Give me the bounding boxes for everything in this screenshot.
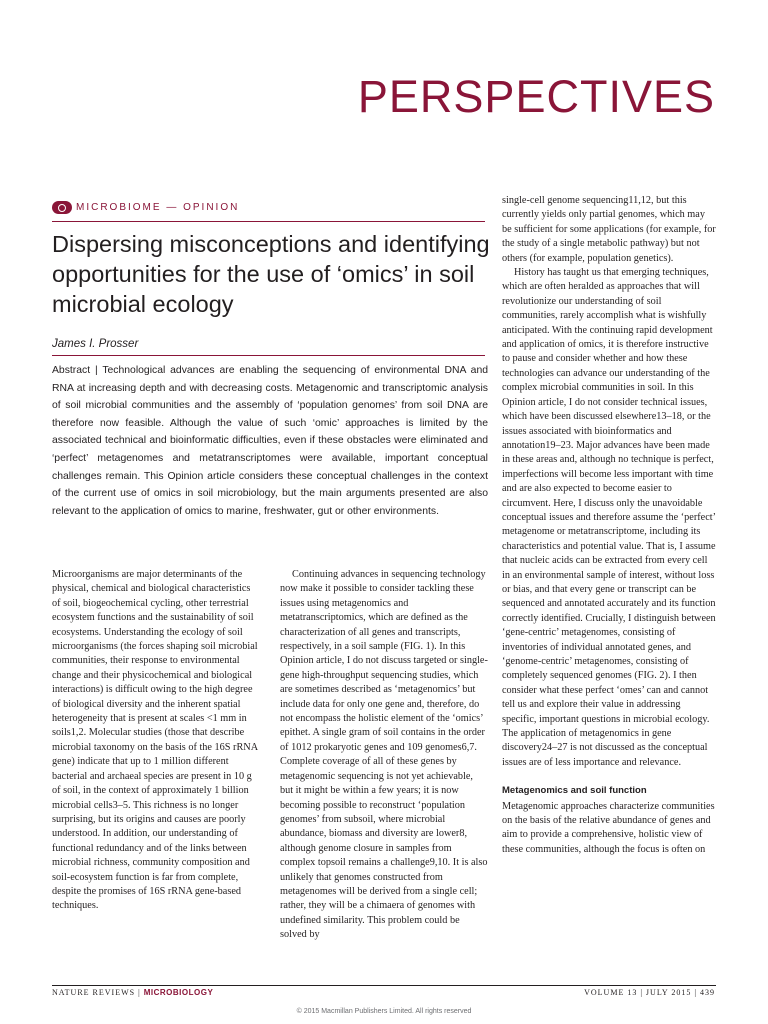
- copyright-notice: © 2015 Macmillan Publishers Limited. All rights reserved: [296, 1008, 472, 1015]
- section-tag-label: MICROBIOME — OPINION: [76, 202, 240, 213]
- footer-divider: [52, 985, 716, 986]
- tag-divider: [52, 221, 485, 222]
- footer-journal: NATURE REVIEWS | MICROBIOLOGY: [52, 988, 214, 997]
- microbiome-badge-icon: [52, 201, 72, 214]
- article-author: James I. Prosser: [52, 338, 139, 350]
- author-divider: [52, 355, 485, 356]
- footer-volume-page: VOLUME 13 | JULY 2015 | 439: [584, 988, 715, 997]
- body-column-1: Microorganisms are major determinants of the physical, chemical and biological characteristics of soil, biogeochemical cycling, other terrestrial ecosystem functions and the sustainability of soil ecosystems. Understanding the ecology of soil microorganisms (the forces shaping soil microbial communities, their response to environmental change and their physicochemical and biological interactions) is difficult owing to the high degree of biological diversity and the inherent spatial heterogeneity that is present at scales <1 mm in soils1,2. Molecular studies (those that describe microbial taxonomy on the basis of the 16S rRNA gene) indicate that up to 1 million different bacterial and archaeal species are present in 10 g of soil, in the context of approximately 1 billion microbial cells3–5. This richness is no longer surprising, but its origins and causes are poorly understood. In addition, our understanding of functional redundancy and of the links between microbial richness, community composition and soil-ecosystem function is far from complete, despite the promises of 16S rRNA gene-based techniques.: [52, 569, 258, 912]
- column-3-paragraph-3: Metagenomic approaches characterize communities on the basis of the relative abundance of genes and aim to provide a comprehensive, holistic view of these communities, although the focus is often on: [502, 800, 715, 855]
- section-tag: [52, 201, 239, 214]
- journal-prefix: NATURE REVIEWS: [52, 988, 136, 997]
- article-abstract: Abstract | Technological advances are enabling the sequencing of environmental DNA and RNA at increasing depth and with decreasing costs. Metagenomic and transcriptomic analysis of soil microbial communities and the assembly of ‘population genomes’ from soil DNA are therefore now feasible. Although the value of such ‘omic’ approaches is limited by the associated technical and bioinformatic difficulties, even if these obstacles were eliminated and ‘perfect’ metagenomes and metatranscriptomes were available, important conceptual challenges remain. This Opinion article considers these conceptual challenges in the context of the current use of omics in soil microbiology, but the main arguments presented are also relevant to the application of omics to marine, freshwater, gut or other environments.: [52, 365, 488, 517]
- article-title: Dispersing misconceptions and identifying opportunities for the use of ‘omics’ in soil microbial ecology: [52, 231, 490, 317]
- body-column-2: Continuing advances in sequencing technology now make it possible to consider tackling these issues using metagenomics and metatranscriptomics, which are defined as the characterization of all genes and transcripts, respectively, in a soil sample (FIG. 1). In this Opinion article, I do not discuss targeted or single-gene high-throughput sequencing studies, which are sometimes described as ‘metagenomics’ but include data for only one gene and, therefore, do not encompass the holistic element of the ‘omics’ epithet. A single gram of soil contains in the order of 1012 prokaryotic genes and 109 genomes6,7. Complete coverage of all of these genes by metagenomic sequencing is not yet achievable, but it might be within a few years; it is now becoming possible to reconstruct ‘population genomes’ from subsoil, where microbial abundance, biomass and diversity are lower8, although genome closure in samples from complex topsoil remains a challenge9,10. It is also unlikely that genomes constructed from metagenomes will be derived from a single cell; rather, they will be a chimaera of genomes with undefined similarity. This problem could be solved by: [280, 569, 488, 941]
- journal-name: MICROBIOLOGY: [143, 988, 214, 997]
- column-3-paragraph-1: single-cell genome sequencing11,12, but this currently yields only partial genomes, which may be sufficient for some applications (for example, for the study of a single metabolic pathway) but not others (for example, population genetics).: [502, 195, 716, 264]
- section-header-title: PERSPECTIVES: [357, 71, 715, 122]
- section-subheading: Metagenomics and soil function: [502, 785, 647, 797]
- column-3-paragraph-2: History has taught us that emerging techniques, which are often heralded as approaches that will revolutionize our understanding of soil communities, rarely accomplish what is wishfully anticipated. With the continuing rapid development and application of omics, it is therefore instructive to pause and consider whether and how these technologies can advance our understanding of the complex microbial communities in soil. In this Opinion article, I do not consider technical issues, which have been discussed elsewhere13–18, or the issues associated with bioinformatics and annotation19–23. Major advances have been made in these areas and, although no technique is perfect, imperfections will become less important with time and are also expected to become easier to circumvent. Here, I discuss only the unavoidable conceptual issues and therefore assume the ‘perfect’ metagenome or metatranscriptome, including its characteristics and potential value. That is, I assume that nucleic acids can be extracted from every cell in an environmental sample of interest, without loss or bias, and that every gene or transcript can be sequenced and annotated accurately and its function correctly identified. Crucially, I distinguish between ‘gene-centric’ metagenomes, consisting of inventories of individual annotated genes, and ‘genome-centric’ metagenomes, consisting of completely sequenced genomes (FIG. 2). I then consider what these perfect ‘omes’ can and cannot tell us and explore their value in addressing specific, important questions in microbial ecology. The application of metagenomics in gene discovery24–27 is not discussed as the conceptual issues are of less importance and relevance.: [502, 267, 716, 768]
- body-column-3: [502, 194, 716, 857]
